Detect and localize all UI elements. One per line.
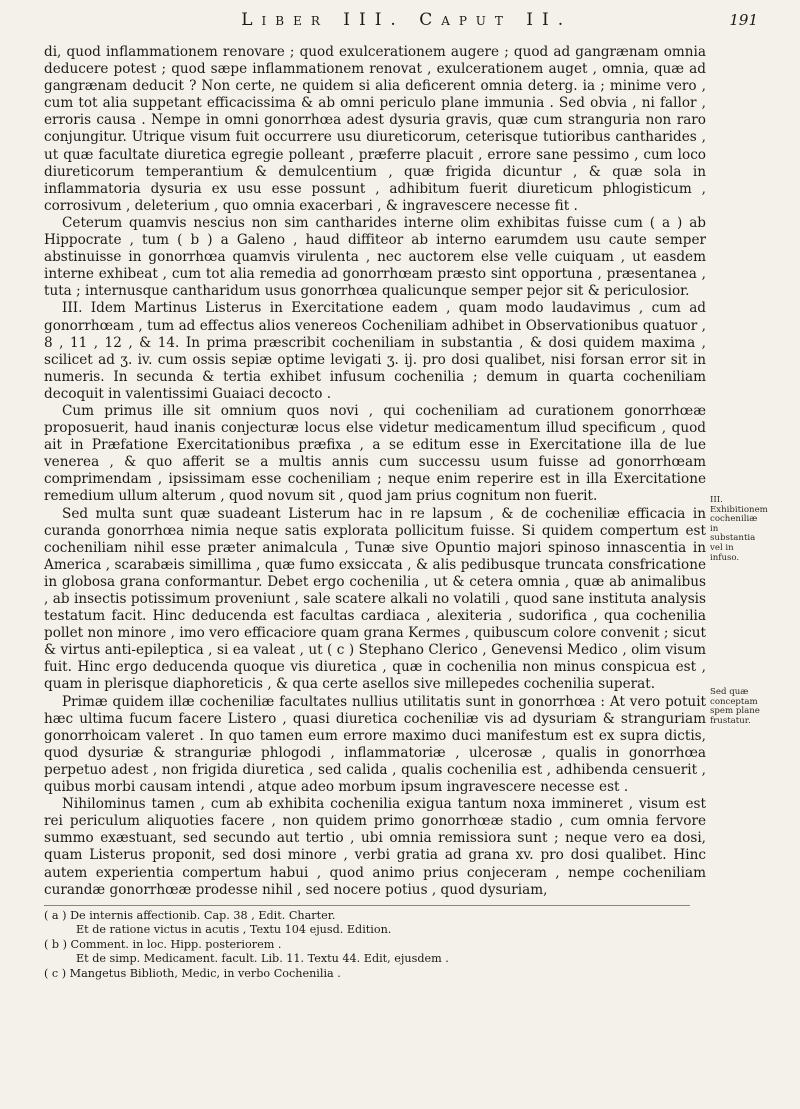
paragraph: di, quod inflammationem renovare ; quod exulcerationem augere ; quod ad gangrænam omnia deducere potest ; quod sæpe inflammationem renovat , exulcerationem auget , omnia, quæ ad gangrænam deducit ? Non certe, ne quidem si alia deficerent omnia deterg. ia ; minime vero , cum tot alia suppetant efficacissima & ab omni periculo plane immunia . Sed obvia , ni fallor , erroris causa . Nempe in omni gonorrhœa adest dysuria gravis, quæ cum stranguria non raro conjungitur. Utrique visum fuit occurrere usu diureticorum, ceterisque tutioribus cantharides , ut quæ facultate diuretica egregie polleant , præferre placuit , errore sane pessimo , cum loco diureticorum temperantium & demulcentium , quæ frigida dicuntur , & quæ sola in inflammatoria dysuria ex usu esse possunt , adhibitum fuerit diureticum phlogisticum , corrosivum , deleterium , quo omnia exacerbari , & ingravescere necesse fit . (44, 44, 706, 214)
paragraph: III. Idem Martinus Listerus in Exercitatione eadem , quam modo laudavimus , cum ad gonorrhœam , tum ad effectus alios venereos Cocheniliam adhibet in Observationibus quatuor , 8 , 11 , 12 , & 14. In prima præscribit cocheniliam in substantia , & dosi quidem maxima , scilicet ad ʒ. iv. cum ossis sepiæ optime levigati ʒ. ij. pro dosi qualibet, nisi forsan error sit in numeris. In secunda & tertia exhibet infusum cochenilia ; demum in quarta cocheniliam decoquit in valentissimi Guaiaci decocto . (44, 300, 706, 402)
paragraph: Ceterum quamvis nescius non sim cantharides interne olim exhibitas fuisse cum ( a ) ab Hippocrate , tum ( b ) a Galeno , haud diffiteor ab interno earumdem usu caute semper abstinuisse in gonorrhœa quamvis virulenta , nec auctorem else velle cuiquam , ut easdem interne exhibeat , cum tot alia remedia ad gonorrhœam præsto sint opportuna , præsentanea , tuta ; internusque cantharidum usus gonorrhœa qualicunque semper pejor sit & periculosior. (44, 214, 706, 300)
footnote: Et de ratione victus in acutis , Textu 104 ejusd. Edition. (76, 923, 392, 937)
running-title: Liber III. Caput II. (241, 10, 573, 30)
margin-note: Sed quæ conceptam spem plane frustatur. (710, 687, 760, 726)
main-text (44, 44, 768, 899)
footnote: ( b ) Comment. in loc. Hipp. posteriorem . (44, 937, 282, 951)
page-number: 191 (729, 11, 758, 29)
footnotes (44, 905, 690, 982)
footnote: Et de simp. Medicament. facult. Lib. 11. Textu 44. Edit, ejusdem . (76, 952, 449, 966)
margin-note: III. Exhibitionem cocheniliæ in substantia vel in infuso. (710, 495, 768, 563)
paragraph: Primæ quidem illæ cocheniliæ facultates nullius utilitatis sunt in gonorrhœa : At vero potuit hæc ultima fucum facere Listero , quasi diuretica cocheniliæ vis ad dysuriam & stranguriam gonorrhoicam valeret . In quo tamen eum errore maximo duci manifestum est ex supra dictis, quod dysuriæ & stranguriæ phlogodi , inflammatoriæ , ulcerosæ , qualis in gonorrhœa perpetuo adest , non frigida diuretica , sed calida , qualis cochenilia est , adhibenda censuerit , quibus morbi causam intendi , atque adeo morbum ipsum ingravescere necesse est . (44, 693, 706, 796)
footnote: ( c ) Mangetus Biblioth, Medic, in verbo Cochenilia . (44, 967, 341, 981)
paragraph: Sed multa sunt quæ suadeant Listerum hac in re lapsum , & de cocheniliæ efficacia in curanda gonorrhœa nimia neque satis explorata pollicitum fuisse. Si quidem compertum est cocheniliam nihil esse præter animalcula , Tunæ sive Opuntio majori spinoso innascentia in America , scarabæis simillima , quæ fumo exsiccata , & alis pedibusque truncata consfricatione in globosa grana conformantur. Debet ergo cochenilia , ut & cetera omnia , quæ ab animalibus , ab insectis potissimum proveniunt , sale scatere alkali no volatili , quod sane instituta analysis testatum facit. Hinc deducenda est facultas cardiaca , alexiteria , sudorifica , qua cochenilia pollet non minore , imo vero efficaciore quam grana Kermes , quibuscum colore convenit ; sicut & virtus anti-epileptica , si ea valeat , ut ( c ) Stephano Clerico , Genevensi Medico , olim visum fuit. Hinc ergo deducenda quoque vis diuretica , quæ in cochenilia non minus conspicua est , quam in plerisque diaphoreticis , & qua certe asellos sive millepedes cochenilia superat. (44, 505, 706, 693)
paragraph: Nihilominus tamen , cum ab exhibita cochenilia exigua tantum noxa immineret , visum est rei periculum aliquoties facere , non quidem primo gonorrhœæ stadio , cum omnia fervore summo exæstuant, sed secundo aut tertio , ubi omnia remissiora sunt ; neque vero ea dosi, quam Listerus proponit, sed dosi minore , verbi gratia ad grana xv. pro dosi qualibet. Hinc autem experientia compertum habui , quod animo prius conjeceram , nempe cocheniliam curandæ gonorrhœæ prodesse nihil , sed nocere potius , quod dysuriam, (44, 796, 706, 898)
paragraph: Cum primus ille sit omnium quos novi , qui cocheniliam ad curationem gonorrhœæ proposuerit, haud inanis conjecturæ locus else videtur medicamentum illud specificum , quod ait in Præfatione Exercitationibus præfixa , a se editum esse in Exercitatione illa de lue venerea , & quo afferit se a multis annis cum successu usum fuisse ad gonorrhœam comprimendam , ipsissimam esse cocheniliam ; neque enim reperire est in illa Exercitatione remedium ullum alterum , quod novum sit , quod jam prius cognitum non fuerit. (44, 402, 706, 505)
running-header (44, 10, 762, 44)
footnote: ( a ) De internis affectionib. Cap. 38 , Edit. Charter. (44, 908, 336, 922)
